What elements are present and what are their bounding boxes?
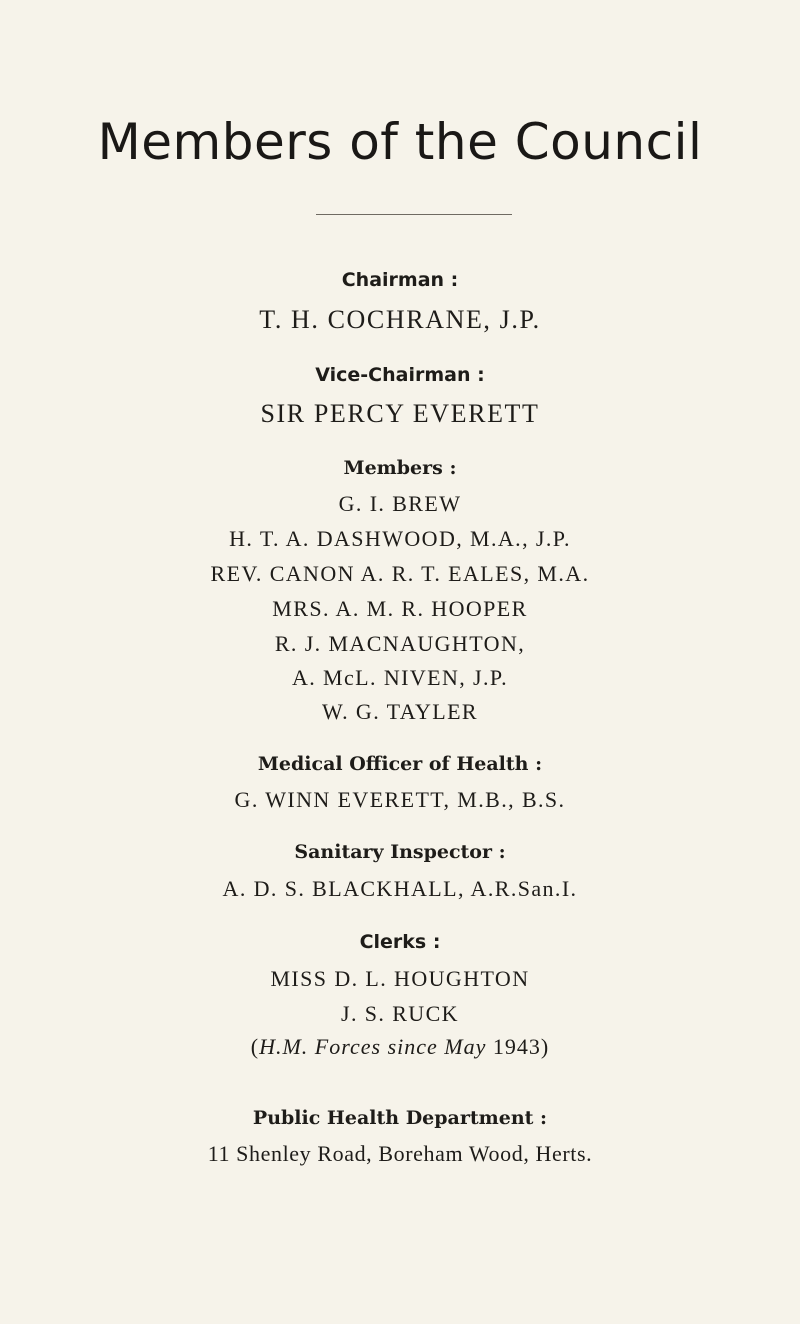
member-name: W. G. TAYLER [321,699,479,724]
clerk-note-open: ( [250,1034,260,1059]
member-name: REV. CANON A. R. T. EALES, M.A. [210,561,590,586]
member-name: R. J. MACNAUGHTON, [274,631,526,656]
clerk-name: MISS D. L. HOUGHTON [270,966,530,991]
member-name: G. I. BREW [338,491,462,516]
title-divider [316,214,512,215]
department-heading: Public Health Department : [252,1107,548,1129]
clerk-note-year: 1943) [486,1034,550,1059]
sanitary-inspector-name: A. D. S. BLACKHALL, A.R.San.I. [222,876,578,901]
clerk-name: J. S. RUCK [341,1001,459,1026]
chairman-heading: Chairman : [341,269,459,291]
vice-chairman-heading: Vice-Chairman : [315,364,485,386]
medical-officer-name: G. WINN EVERETT, M.B., B.S. [234,787,566,812]
member-name: H. T. A. DASHWOOD, M.A., J.P. [229,526,571,551]
clerk-note-italic: H.M. Forces since May [259,1034,487,1059]
department-address: 11 Shenley Road, Boreham Wood, Herts. [207,1141,593,1166]
vice-chairman-name: SIR PERCY EVERETT [260,399,540,428]
clerk-note [0,1033,800,1061]
member-name: MRS. A. M. R. HOOPER [272,596,528,621]
page-title: Members of the Council [97,113,703,171]
members-heading: Members : [343,457,457,479]
clerks-heading: Clerks : [359,931,441,953]
medical-officer-heading: Medical Officer of Health : [257,753,543,775]
chairman-name: T. H. COCHRANE, J.P. [259,305,541,334]
sanitary-inspector-heading: Sanitary Inspector : [294,841,506,863]
member-name: A. McL. NIVEN, J.P. [291,665,509,690]
